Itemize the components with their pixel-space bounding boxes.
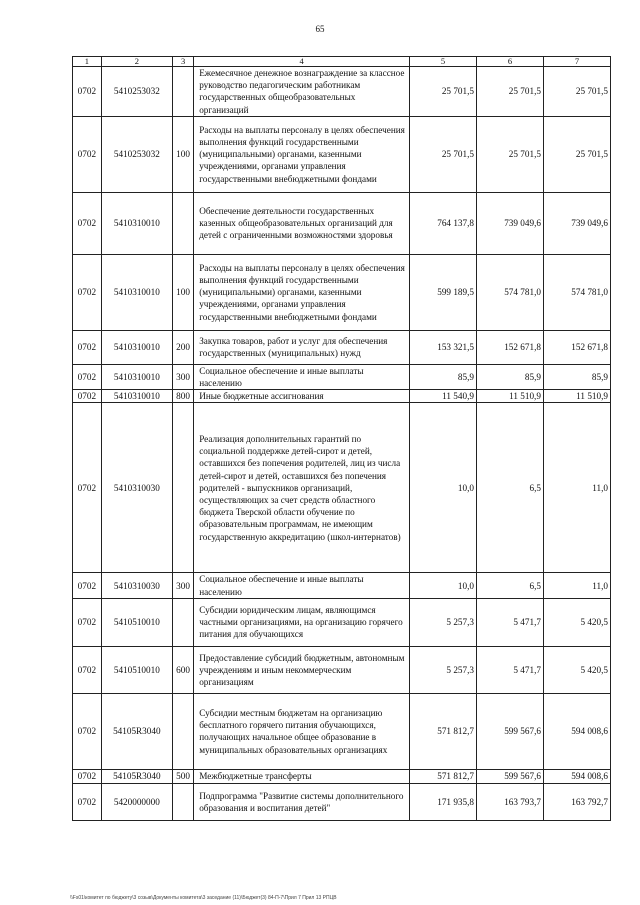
section-code: 0702: [73, 693, 102, 769]
amount-col-7: 5 420,5: [543, 646, 610, 693]
section-code: 0702: [73, 67, 102, 117]
target-article: 5410253032: [101, 116, 172, 192]
expense-type: [172, 783, 193, 820]
expense-type: [172, 598, 193, 646]
amount-col-6: 6,5: [476, 403, 543, 573]
amount-col-7: 163 792,7: [543, 783, 610, 820]
table-row: [73, 67, 611, 117]
amount-col-7: 594 008,6: [543, 693, 610, 769]
amount-col-5: 764 137,8: [410, 192, 477, 254]
target-article: 5410510010: [101, 598, 172, 646]
amount-col-5: 5 257,3: [410, 646, 477, 693]
table-row: [73, 330, 611, 364]
expense-type: [172, 403, 193, 573]
target-article: 5410310010: [101, 364, 172, 389]
section-code: 0702: [73, 364, 102, 389]
column-header: 7: [543, 57, 610, 67]
amount-col-6: 163 793,7: [476, 783, 543, 820]
amount-col-7: 11 510,9: [543, 390, 610, 403]
item-name: Социальное обеспечение и иные выплаты населению: [194, 573, 410, 598]
expense-type: 600: [172, 646, 193, 693]
amount-col-7: 152 671,8: [543, 330, 610, 364]
amount-col-6: 739 049,6: [476, 192, 543, 254]
amount-col-6: 6,5: [476, 573, 543, 598]
amount-col-5: 571 812,7: [410, 769, 477, 783]
target-article: 5410253032: [101, 67, 172, 117]
column-header: 3: [172, 57, 193, 67]
section-code: 0702: [73, 646, 102, 693]
target-article: 5410310010: [101, 192, 172, 254]
column-header: 4: [194, 57, 410, 67]
table-row: [73, 646, 611, 693]
table-row: [73, 783, 611, 820]
section-code: 0702: [73, 769, 102, 783]
amount-col-7: 85,9: [543, 364, 610, 389]
item-name: Субсидии юридическим лицам, являющимся частными организациями, на организацию горячего питания для обучающихся: [194, 598, 410, 646]
amount-col-5: 25 701,5: [410, 116, 477, 192]
amount-col-5: 25 701,5: [410, 67, 477, 117]
table-row: [73, 598, 611, 646]
amount-col-6: 25 701,5: [476, 67, 543, 117]
section-code: 0702: [73, 390, 102, 403]
item-name: Обеспечение деятельности государственных казенных общеобразовательных организаций для детей с ограниченными возможностями здоровья: [194, 192, 410, 254]
amount-col-7: 574 781,0: [543, 254, 610, 330]
section-code: 0702: [73, 783, 102, 820]
item-name: Межбюджетные трансферты: [194, 769, 410, 783]
page-number: 65: [315, 24, 325, 34]
section-code: 0702: [73, 573, 102, 598]
amount-col-5: 599 189,5: [410, 254, 477, 330]
table-row: [73, 573, 611, 598]
target-article: 5410310010: [101, 390, 172, 403]
amount-col-5: 571 812,7: [410, 693, 477, 769]
target-article: 5410510010: [101, 646, 172, 693]
table-row: [73, 390, 611, 403]
item-name: Подпрограмма "Развитие системы дополнительного образования и воспитания детей": [194, 783, 410, 820]
target-article: 5410310030: [101, 403, 172, 573]
expense-type: 300: [172, 364, 193, 389]
amount-col-6: 25 701,5: [476, 116, 543, 192]
target-article: 5420000000: [101, 783, 172, 820]
expense-type: 500: [172, 769, 193, 783]
table-row: [73, 116, 611, 192]
amount-col-5: 85,9: [410, 364, 477, 389]
target-article: 54105R3040: [101, 769, 172, 783]
item-name: Иные бюджетные ассигнования: [194, 390, 410, 403]
section-code: 0702: [73, 330, 102, 364]
expense-type: [172, 693, 193, 769]
expense-type: 100: [172, 116, 193, 192]
section-code: 0702: [73, 192, 102, 254]
table-header-row: [73, 57, 611, 67]
expense-type: 300: [172, 573, 193, 598]
table-row: [73, 192, 611, 254]
expense-type: 800: [172, 390, 193, 403]
amount-col-5: 5 257,3: [410, 598, 477, 646]
amount-col-5: 10,0: [410, 573, 477, 598]
column-header: 1: [73, 57, 102, 67]
amount-col-6: 599 567,6: [476, 769, 543, 783]
item-name: Реализация дополнительных гарантий по социальной поддержке детей-сирот и детей, оставшихся без попечения родителей, лиц из числа детей-сирот и детей, оставшихся без попечения родителей - выпускников организаций, осуществляющих за счет средств областного бюджета Тверской области обучение по образовательным программам, не имеющим государственную аккредитацию (школ-интернатов): [194, 403, 410, 573]
expense-type: [172, 67, 193, 117]
section-code: 0702: [73, 403, 102, 573]
item-name: Расходы на выплаты персоналу в целях обеспечения выполнения функций государственными (муниципальными) органами, казенными учреждениями, органами управления государственными внебюджетными фондами: [194, 116, 410, 192]
expense-type: [172, 192, 193, 254]
column-header: 5: [410, 57, 477, 67]
expense-type: 200: [172, 330, 193, 364]
amount-col-7: 25 701,5: [543, 67, 610, 117]
item-name: Предоставление субсидий бюджетным, автономным учреждениям и иным некоммерческим организациям: [194, 646, 410, 693]
amount-col-5: 171 935,8: [410, 783, 477, 820]
target-article: 5410310030: [101, 573, 172, 598]
amount-col-7: 5 420,5: [543, 598, 610, 646]
amount-col-6: 5 471,7: [476, 598, 543, 646]
file-path-footer: \\Fs01\комитет по бюджету\3 созыв\Документы комитета\3 заседание (11)\Бюджет(3) 84-П-7\Прил 7 Прил 13 РПЦВ: [70, 895, 337, 901]
amount-col-6: 574 781,0: [476, 254, 543, 330]
amount-col-5: 153 321,5: [410, 330, 477, 364]
amount-col-7: 739 049,6: [543, 192, 610, 254]
column-header: 2: [101, 57, 172, 67]
amount-col-5: 11 540,9: [410, 390, 477, 403]
target-article: 5410310010: [101, 330, 172, 364]
budget-table: [72, 56, 611, 821]
amount-col-7: 11,0: [543, 403, 610, 573]
expense-type: 100: [172, 254, 193, 330]
column-header: 6: [476, 57, 543, 67]
amount-col-7: 25 701,5: [543, 116, 610, 192]
item-name: Субсидии местным бюджетам на организацию бесплатного горячего питания обучающихся, получающих начальное общее образование в муниципальных образовательных организациях: [194, 693, 410, 769]
table-row: [73, 769, 611, 783]
table-row: [73, 403, 611, 573]
item-name: Расходы на выплаты персоналу в целях обеспечения выполнения функций государственными (муниципальными) органами, казенными учреждениями, органами управления государственными внебюджетными фондами: [194, 254, 410, 330]
table-row: [73, 254, 611, 330]
target-article: 54105R3040: [101, 693, 172, 769]
section-code: 0702: [73, 254, 102, 330]
amount-col-6: 152 671,8: [476, 330, 543, 364]
amount-col-6: 85,9: [476, 364, 543, 389]
amount-col-6: 11 510,9: [476, 390, 543, 403]
amount-col-5: 10,0: [410, 403, 477, 573]
target-article: 5410310010: [101, 254, 172, 330]
section-code: 0702: [73, 598, 102, 646]
table-row: [73, 693, 611, 769]
item-name: Социальное обеспечение и иные выплаты населению: [194, 364, 410, 389]
amount-col-7: 594 008,6: [543, 769, 610, 783]
table-row: [73, 364, 611, 389]
item-name: Ежемесячное денежное вознаграждение за классное руководство педагогическим работникам государственных общеобразовательных организаций: [194, 67, 410, 117]
amount-col-6: 5 471,7: [476, 646, 543, 693]
section-code: 0702: [73, 116, 102, 192]
amount-col-6: 599 567,6: [476, 693, 543, 769]
amount-col-7: 11,0: [543, 573, 610, 598]
item-name: Закупка товаров, работ и услуг для обеспечения государственных (муниципальных) нужд: [194, 330, 410, 364]
